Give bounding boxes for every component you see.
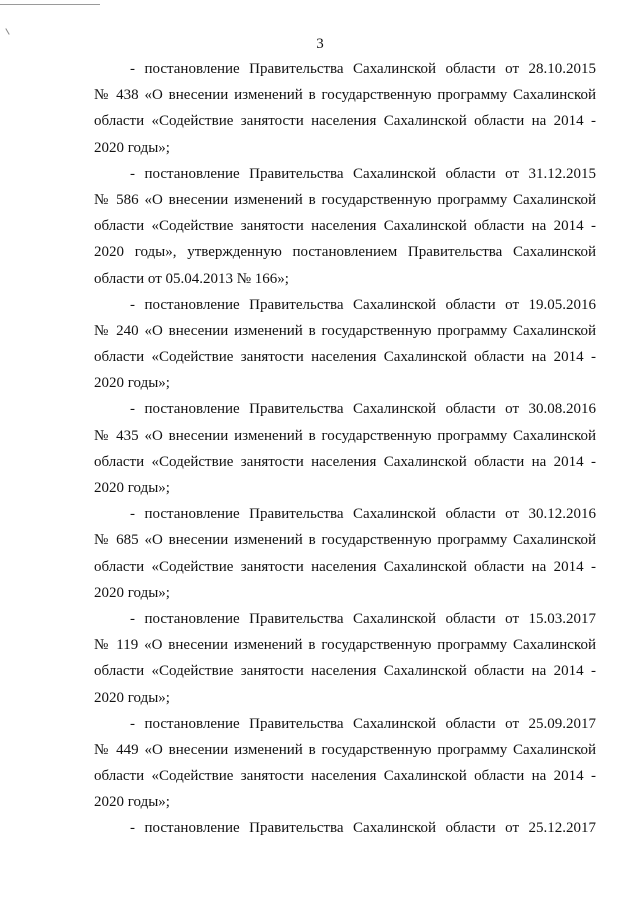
text-line: области «Содействие занятости населения Сахалинской области на 2014 -: [94, 113, 596, 130]
text-line: № 449 «О внесении изменений в государственную программу Сахалинской: [94, 741, 596, 758]
text-line: 2020 годы»;: [94, 794, 170, 811]
text-line: 2020 годы»;: [94, 584, 170, 601]
list-item: [94, 606, 596, 711]
text-line: - постановление Правительства Сахалинской области от 15.03.2017: [130, 610, 596, 627]
text-line: № 119 «О внесении изменений в государственную программу Сахалинской: [94, 637, 596, 654]
text-line: № 435 «О внесении изменений в государственную программу Сахалинской: [94, 427, 596, 444]
text-line: № 586 «О внесении изменений в государственную программу Сахалинской: [94, 191, 596, 208]
text-line: № 438 «О внесении изменений в государственную программу Сахалинской: [94, 87, 596, 104]
text-line: - постановление Правительства Сахалинской области от 30.08.2016: [130, 401, 596, 418]
text-line: области «Содействие занятости населения Сахалинской области на 2014 -: [94, 453, 596, 470]
text-line: № 240 «О внесении изменений в государственную программу Сахалинской: [94, 322, 596, 339]
document-body: [94, 56, 596, 842]
text-line: области от 05.04.2013 № 166»;: [94, 270, 289, 287]
text-line: 2020 годы»;: [94, 689, 170, 706]
list-item: [94, 815, 596, 841]
list-item: [94, 396, 596, 501]
list-item: [94, 711, 596, 816]
scan-edge-line: [0, 4, 100, 5]
list-item: [94, 292, 596, 397]
page-number: 3: [316, 36, 324, 52]
text-line: - постановление Правительства Сахалинской области от 31.12.2015: [130, 165, 596, 182]
text-line: - постановление Правительства Сахалинской области от 25.12.2017: [130, 820, 596, 837]
text-line: области «Содействие занятости населения Сахалинской области на 2014 -: [94, 218, 596, 235]
list-item: [94, 56, 596, 161]
text-line: - постановление Правительства Сахалинской области от 19.05.2016: [130, 296, 596, 313]
list-item: [94, 501, 596, 606]
scan-mark: [5, 28, 9, 35]
text-line: № 685 «О внесении изменений в государственную программу Сахалинской: [94, 532, 596, 549]
text-line: - постановление Правительства Сахалинской области от 30.12.2016: [130, 506, 596, 523]
text-line: области «Содействие занятости населения Сахалинской области на 2014 -: [94, 768, 596, 785]
text-line: области «Содействие занятости населения Сахалинской области на 2014 -: [94, 663, 596, 680]
text-line: 2020 годы»;: [94, 139, 170, 156]
text-line: - постановление Правительства Сахалинской области от 25.09.2017: [130, 715, 596, 732]
text-line: области «Содействие занятости населения Сахалинской области на 2014 -: [94, 349, 596, 366]
text-line: области «Содействие занятости населения Сахалинской области на 2014 -: [94, 558, 596, 575]
text-line: 2020 годы»;: [94, 375, 170, 392]
text-line: 2020 годы»;: [94, 480, 170, 496]
list-item: [94, 161, 596, 292]
text-line: - постановление Правительства Сахалинской области от 28.10.2015: [130, 61, 596, 77]
text-line: 2020 годы», утвержденную постановлением Правительства Сахалинской: [94, 244, 596, 261]
